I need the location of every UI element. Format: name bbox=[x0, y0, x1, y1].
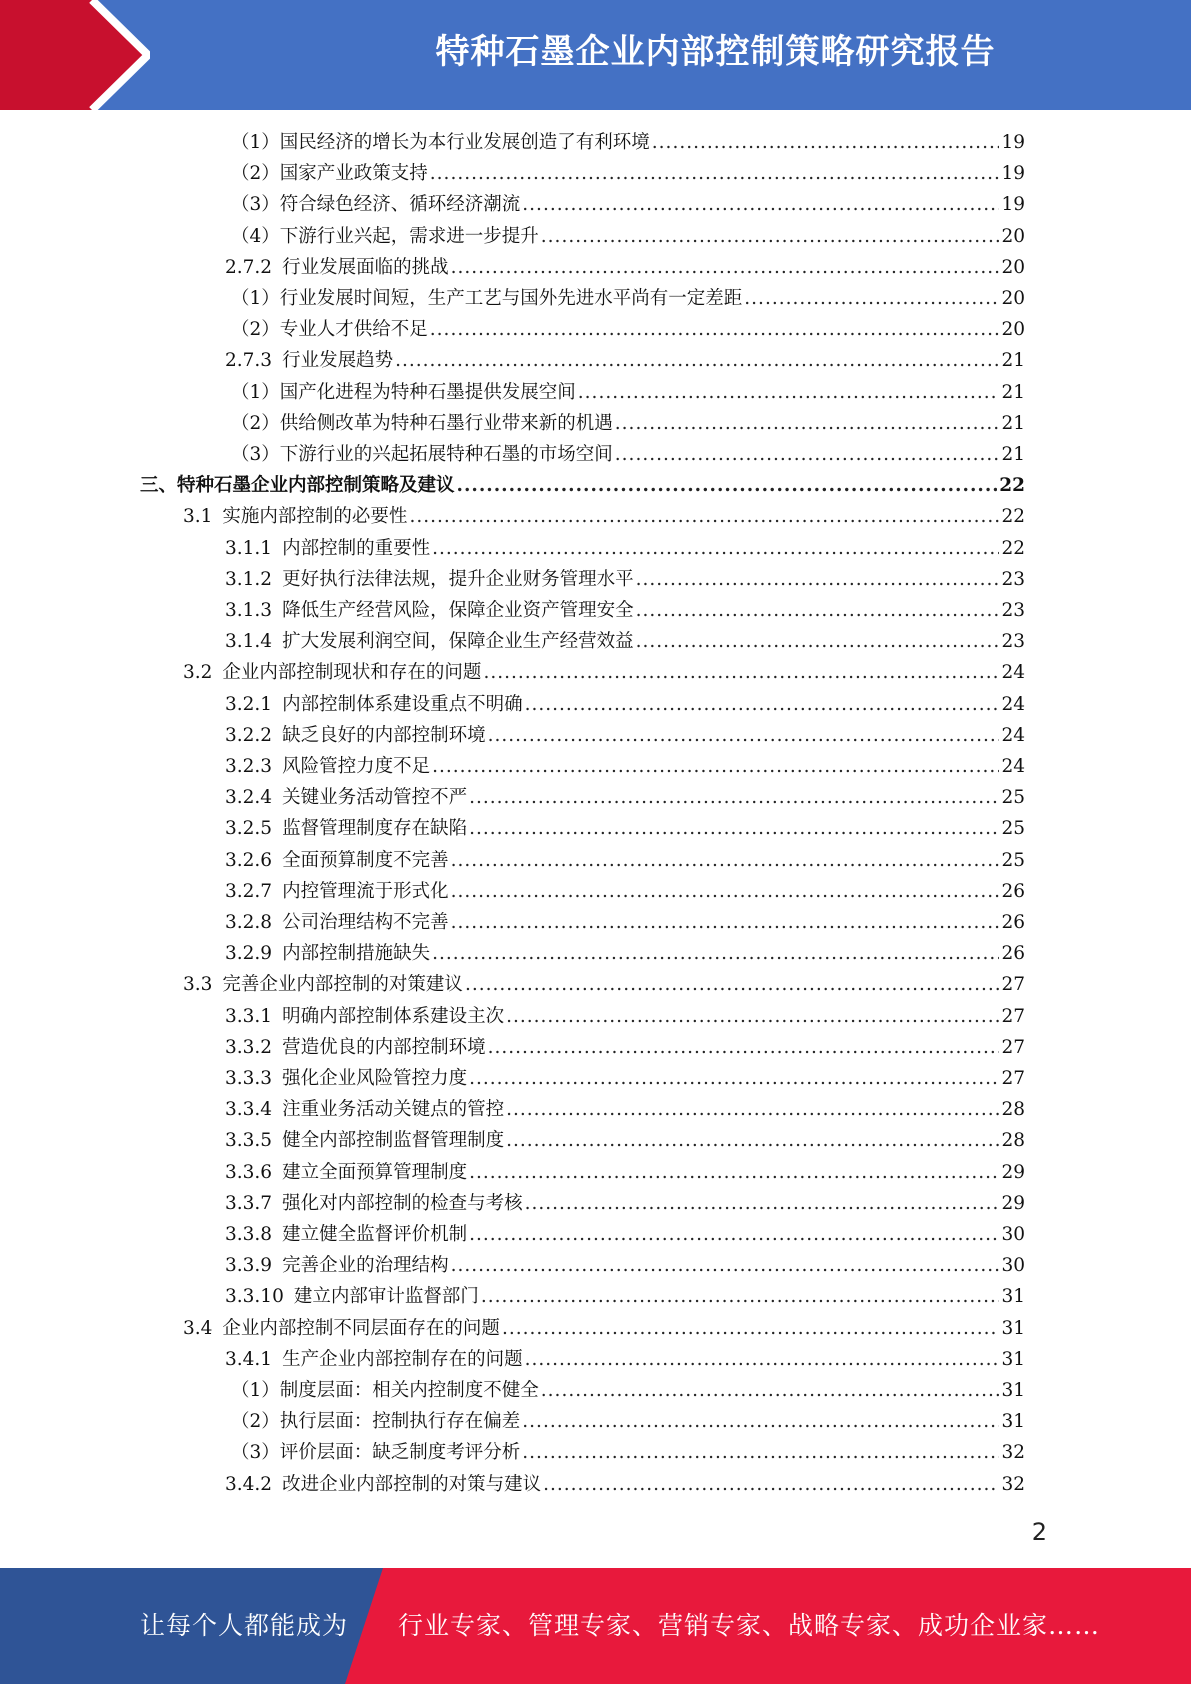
toc-entry-title: 强化对内部控制的检查与考核 bbox=[282, 1192, 523, 1214]
toc-dot-leader bbox=[744, 283, 999, 314]
toc-entry-number: （2） bbox=[231, 412, 280, 434]
toc-entry-page: 20 bbox=[1001, 256, 1025, 278]
toc-dot-leader bbox=[469, 1063, 999, 1094]
toc-entry[interactable] bbox=[183, 657, 1025, 688]
toc-dot-leader bbox=[615, 408, 1000, 439]
toc-entry[interactable] bbox=[225, 1219, 1025, 1250]
toc-entry-page: 27 bbox=[1001, 1005, 1025, 1027]
toc-entry-number: 3.2.8 bbox=[225, 912, 273, 933]
toc-dot-leader bbox=[525, 689, 1000, 720]
toc-entry[interactable] bbox=[225, 1469, 1025, 1500]
toc-entry-page: 19 bbox=[1001, 163, 1025, 185]
toc-entry-page: 24 bbox=[1001, 693, 1025, 715]
toc-entry-title: 国产化进程为特种石墨提供发展空间 bbox=[279, 381, 576, 403]
toc-entry-page: 22 bbox=[1001, 506, 1025, 528]
toc-entry[interactable] bbox=[225, 1032, 1025, 1063]
toc-entry-page: 24 bbox=[1001, 724, 1025, 746]
toc-entry-number: 3.1.4 bbox=[225, 631, 273, 653]
toc-entry-title: 国民经济的增长为本行业发展创造了有利环境 bbox=[279, 132, 650, 153]
toc-dot-leader bbox=[430, 158, 1000, 189]
toc-entry-page: 27 bbox=[1001, 974, 1025, 996]
toc-dot-leader bbox=[469, 1219, 999, 1250]
toc-entry-page: 25 bbox=[1001, 818, 1025, 840]
toc-entry-number: 3.2.6 bbox=[225, 849, 273, 871]
toc-entry[interactable] bbox=[231, 1406, 1025, 1437]
toc-dot-leader bbox=[409, 501, 999, 532]
toc-entry-page: 31 bbox=[1001, 1348, 1025, 1370]
toc-dot-leader bbox=[457, 470, 998, 501]
toc-entry-page: 32 bbox=[1001, 1442, 1025, 1464]
toc-entry-number: （3） bbox=[231, 1442, 280, 1464]
toc-entry-page: 27 bbox=[1001, 1036, 1025, 1058]
toc-entry-page: 29 bbox=[1001, 1192, 1025, 1214]
toc-entry-title: 行业发展趋势 bbox=[282, 350, 394, 372]
toc-entry-number: 3.1 bbox=[183, 506, 213, 528]
toc-entry-title: 监督管理制度存在缺陷 bbox=[282, 818, 468, 840]
toc-entry[interactable] bbox=[225, 1125, 1025, 1156]
toc-entry-title: 风险管控力度不足 bbox=[282, 756, 431, 777]
toc-entry-title: 公司治理结构不完善 bbox=[282, 912, 449, 933]
toc-entry-number: 3.4.1 bbox=[225, 1348, 273, 1370]
toc-entry-title: 改进企业内部控制的对策与建议 bbox=[282, 1473, 542, 1495]
toc-entry-title: 行业发展时间短，生产工艺与国外先进水平尚有一定差距 bbox=[279, 288, 743, 309]
toc-entry-number: 3.2.5 bbox=[225, 818, 273, 840]
toc-dot-leader bbox=[541, 221, 1000, 252]
toc-dot-leader bbox=[506, 1094, 999, 1125]
toc-dot-leader bbox=[469, 1157, 999, 1188]
toc-dot-leader bbox=[541, 1375, 1000, 1406]
toc-entry[interactable] bbox=[140, 470, 1025, 501]
toc-entry-title: 建立内部审计监督部门 bbox=[293, 1286, 479, 1308]
toc-entry-title: 内控管理流于形式化 bbox=[282, 880, 449, 902]
toc-entry[interactable] bbox=[225, 938, 1025, 969]
toc-entry-number: 3.3.7 bbox=[225, 1192, 273, 1214]
toc-entry[interactable] bbox=[225, 782, 1025, 813]
toc-entry-page: 31 bbox=[1001, 1317, 1025, 1339]
toc-entry-title: 内部控制的重要性 bbox=[282, 537, 431, 559]
toc-entry-number: 3.3.10 bbox=[225, 1286, 284, 1308]
toc-entry[interactable] bbox=[225, 689, 1025, 720]
toc-entry-title: 生产企业内部控制存在的问题 bbox=[282, 1348, 523, 1370]
toc-entry[interactable] bbox=[231, 1375, 1025, 1406]
toc-entry-page: 26 bbox=[1001, 880, 1025, 902]
toc-entry-page: 22 bbox=[999, 475, 1025, 497]
toc-dot-leader bbox=[430, 314, 1000, 345]
toc-entry[interactable] bbox=[225, 1157, 1025, 1188]
toc-entry-page: 29 bbox=[1001, 1161, 1025, 1183]
toc-entry[interactable] bbox=[231, 221, 1025, 252]
toc-entry-title: 更好执行法律法规，提升企业财务管理水平 bbox=[282, 568, 634, 590]
toc-entry-page: 21 bbox=[1001, 381, 1025, 403]
toc-dot-leader bbox=[506, 1001, 999, 1032]
toc-entry[interactable] bbox=[225, 1188, 1025, 1219]
toc-entry-number: 3.3.5 bbox=[225, 1130, 273, 1152]
toc-dot-leader bbox=[543, 1469, 999, 1500]
toc-entry-page: 23 bbox=[1001, 631, 1025, 653]
page-footer bbox=[0, 1568, 1191, 1684]
toc-dot-leader bbox=[522, 1406, 999, 1437]
report-title: 特种石墨企业内部控制策略研究报告 bbox=[435, 32, 996, 72]
toc-entry-page: 19 bbox=[1001, 194, 1025, 216]
toc-entry-title: 健全内部控制监督管理制度 bbox=[282, 1130, 505, 1152]
toc-dot-leader bbox=[502, 1313, 1000, 1344]
toc-entry[interactable] bbox=[225, 1250, 1025, 1281]
toc-entry-title: 全面预算制度不完善 bbox=[282, 849, 449, 871]
toc-entry[interactable] bbox=[225, 720, 1025, 751]
toc-entry[interactable] bbox=[183, 1313, 1025, 1344]
toc-entry[interactable] bbox=[225, 564, 1025, 595]
toc-entry-title: 扩大发展利润空间，保障企业生产经营效益 bbox=[282, 631, 634, 653]
toc-entry-page: 31 bbox=[1001, 1380, 1025, 1401]
header-arrow-decoration bbox=[0, 0, 150, 110]
toc-entry[interactable] bbox=[225, 626, 1025, 657]
toc-entry-number: （1） bbox=[231, 288, 280, 309]
toc-entry-title: 下游行业的兴起拓展特种石墨的市场空间 bbox=[279, 444, 613, 465]
toc-entry-number: 3.4.2 bbox=[225, 1473, 273, 1495]
footer-slogan-left: 让每个人都能成为 bbox=[140, 1611, 349, 1640]
toc-entry-page: 20 bbox=[1001, 225, 1025, 247]
toc-entry-page: 31 bbox=[1001, 1286, 1025, 1308]
toc-entry-number: 3.2 bbox=[183, 662, 213, 684]
toc-dot-leader bbox=[652, 127, 1000, 158]
toc-entry[interactable] bbox=[231, 127, 1025, 158]
toc-entry-title: 企业内部控制现状和存在的问题 bbox=[222, 662, 482, 684]
toc-entry-number: （2） bbox=[231, 1411, 280, 1433]
toc-dot-leader bbox=[522, 189, 999, 220]
toc-entry-number: （1） bbox=[231, 132, 280, 153]
toc-entry[interactable] bbox=[183, 969, 1025, 1000]
toc-dot-leader bbox=[483, 657, 999, 688]
toc-entry-number: 3.1.3 bbox=[225, 600, 273, 621]
toc-entry-title: 注重业务活动关键点的管控 bbox=[282, 1099, 505, 1121]
toc-entry-page: 21 bbox=[1001, 444, 1025, 465]
toc-dot-leader bbox=[432, 533, 999, 564]
toc-dot-leader bbox=[488, 720, 1000, 751]
toc-entry-title: 明确内部控制体系建设主次 bbox=[282, 1005, 505, 1027]
toc-dot-leader bbox=[636, 564, 1000, 595]
toc-entry-page: 24 bbox=[1001, 662, 1025, 684]
toc-entry[interactable] bbox=[231, 439, 1025, 470]
toc-entry-number: 3.3.3 bbox=[225, 1068, 273, 1089]
toc-dot-leader bbox=[615, 439, 1000, 470]
toc-entry-title: 专业人才供给不足 bbox=[279, 319, 428, 341]
toc-entry-title: 降低生产经营风险，保障企业资产管理安全 bbox=[282, 600, 634, 621]
toc-entry[interactable] bbox=[231, 158, 1025, 189]
toc-entry-number: 3.2.7 bbox=[225, 880, 273, 902]
toc-entry[interactable] bbox=[225, 1281, 1025, 1312]
toc-entry-page: 21 bbox=[1001, 350, 1025, 372]
toc-entry-number: （2） bbox=[231, 319, 280, 341]
toc-dot-leader bbox=[451, 907, 1000, 938]
toc-entry-title: 国家产业政策支持 bbox=[279, 163, 428, 185]
toc-dot-leader bbox=[506, 1125, 999, 1156]
toc-entry-title: 建立全面预算管理制度 bbox=[282, 1161, 468, 1183]
toc-entry-page: 21 bbox=[1001, 412, 1025, 434]
toc-entry-number: 3.2.2 bbox=[225, 724, 273, 746]
toc-entry-number: （3） bbox=[231, 194, 280, 216]
toc-dot-leader bbox=[451, 252, 1000, 283]
toc-entry-number: 3.3.1 bbox=[225, 1005, 273, 1027]
toc-entry-title: 建立健全监督评价机制 bbox=[282, 1224, 468, 1245]
toc-entry-title: 下游行业兴起，需求进一步提升 bbox=[279, 225, 539, 247]
toc-entry-page: 23 bbox=[1001, 600, 1025, 621]
toc-entry[interactable] bbox=[231, 314, 1025, 345]
toc-entry-page: 27 bbox=[1001, 1068, 1025, 1089]
toc-entry[interactable] bbox=[231, 408, 1025, 439]
toc-entry[interactable] bbox=[225, 876, 1025, 907]
toc-entry-page: 25 bbox=[1001, 849, 1025, 871]
toc-entry-page: 25 bbox=[1001, 787, 1025, 809]
toc-dot-leader bbox=[395, 345, 999, 376]
toc-entry-number: 3.3 bbox=[183, 974, 213, 996]
toc-dot-leader bbox=[465, 969, 1000, 1000]
toc-entry-page: 31 bbox=[1001, 1411, 1025, 1433]
toc-entry[interactable] bbox=[225, 595, 1025, 626]
toc-dot-leader bbox=[481, 1281, 1000, 1312]
toc-dot-leader bbox=[451, 876, 1000, 907]
toc-entry-number: 3.4 bbox=[183, 1317, 213, 1339]
toc-entry-title: 完善企业内部控制的对策建议 bbox=[222, 974, 463, 996]
toc-entry-page: 19 bbox=[1001, 132, 1025, 153]
toc-entry-page: 20 bbox=[1001, 319, 1025, 341]
toc-dot-leader bbox=[525, 1188, 1000, 1219]
toc-entry-title: 内部控制措施缺失 bbox=[282, 943, 431, 965]
toc-entry-number: 3.2.1 bbox=[225, 693, 273, 715]
toc-entry-page: 26 bbox=[1001, 912, 1025, 933]
toc-entry-number: （2） bbox=[231, 163, 280, 185]
toc-entry[interactable] bbox=[225, 1094, 1025, 1125]
toc-entry-title: 实施内部控制的必要性 bbox=[222, 506, 408, 528]
toc-entry-title: 制度层面：相关内控制度不健全 bbox=[279, 1380, 539, 1401]
toc-entry-page: 28 bbox=[1001, 1130, 1025, 1152]
toc-entry-title: 特种石墨企业内部控制策略及建议 bbox=[177, 475, 455, 497]
toc-entry-number: 3.2.9 bbox=[225, 943, 273, 965]
toc-entry-page: 20 bbox=[1001, 288, 1025, 309]
toc-entry[interactable] bbox=[231, 1437, 1025, 1468]
toc-entry-page: 30 bbox=[1001, 1255, 1025, 1277]
toc-entry-page: 32 bbox=[1001, 1473, 1025, 1495]
toc-entry-title: 评价层面：缺乏制度考评分析 bbox=[279, 1442, 521, 1464]
toc-entry-number: 三、 bbox=[140, 475, 178, 497]
toc-entry-page: 22 bbox=[1001, 537, 1025, 559]
toc-entry-number: 3.3.8 bbox=[225, 1224, 273, 1245]
toc-entry[interactable] bbox=[225, 533, 1025, 564]
toc-entry-number: （3） bbox=[231, 444, 280, 465]
toc-entry-title: 营造优良的内部控制环境 bbox=[282, 1036, 486, 1058]
toc-entry-title: 强化企业风险管控力度 bbox=[282, 1068, 468, 1089]
toc-entry-page: 23 bbox=[1001, 568, 1025, 590]
toc-entry-title: 供给侧改革为特种石墨行业带来新的机遇 bbox=[279, 412, 613, 434]
footer-slogan-right: 行业专家、管理专家、营销专家、战略专家、成功企业家…… bbox=[398, 1611, 1101, 1640]
toc-entry-page: 24 bbox=[1001, 756, 1025, 777]
toc-entry-title: 行业发展面临的挑战 bbox=[282, 256, 449, 278]
toc-dot-leader bbox=[469, 813, 999, 844]
toc-entry-number: （1） bbox=[231, 381, 280, 403]
toc-entry[interactable] bbox=[225, 813, 1025, 844]
toc-entry-page: 30 bbox=[1001, 1224, 1025, 1245]
toc-entry-title: 关键业务活动管控不严 bbox=[282, 787, 468, 809]
toc-entry-number: 2.7.2 bbox=[225, 256, 273, 278]
toc-entry-number: 3.2.4 bbox=[225, 787, 273, 809]
toc-entry-number: 3.3.4 bbox=[225, 1099, 273, 1121]
toc-entry-number: 3.1.2 bbox=[225, 568, 273, 590]
toc-entry-page: 28 bbox=[1001, 1099, 1025, 1121]
toc-entry[interactable] bbox=[225, 845, 1025, 876]
toc-entry[interactable] bbox=[231, 283, 1025, 314]
toc-entry-number: 3.1.1 bbox=[225, 537, 273, 559]
toc-entry[interactable] bbox=[225, 1063, 1025, 1094]
toc-entry[interactable] bbox=[225, 345, 1025, 376]
toc-entry-number: 3.2.3 bbox=[225, 756, 273, 777]
toc-entry[interactable] bbox=[231, 189, 1025, 220]
toc-entry-page: 26 bbox=[1001, 943, 1025, 965]
toc-entry-number: （4） bbox=[231, 225, 280, 247]
toc-entry[interactable] bbox=[225, 907, 1025, 938]
toc-entry-number: （1） bbox=[231, 1380, 280, 1401]
toc-dot-leader bbox=[432, 938, 999, 969]
toc-dot-leader bbox=[636, 595, 1000, 626]
toc-entry[interactable] bbox=[225, 751, 1025, 782]
toc-entry-title: 缺乏良好的内部控制环境 bbox=[282, 724, 486, 746]
toc-dot-leader bbox=[488, 1032, 1000, 1063]
toc-dot-leader bbox=[451, 845, 1000, 876]
toc-entry-title: 执行层面：控制执行存在偏差 bbox=[279, 1411, 521, 1433]
toc-entry-title: 内部控制体系建设重点不明确 bbox=[282, 693, 523, 715]
toc-entry-title: 企业内部控制不同层面存在的问题 bbox=[222, 1317, 500, 1339]
toc-entry[interactable] bbox=[225, 252, 1025, 283]
toc-entry[interactable] bbox=[231, 377, 1025, 408]
toc-entry[interactable] bbox=[225, 1001, 1025, 1032]
toc-dot-leader bbox=[451, 1250, 1000, 1281]
toc-dot-leader bbox=[522, 1437, 999, 1468]
toc-entry[interactable] bbox=[183, 501, 1025, 532]
toc-entry-number: 3.3.2 bbox=[225, 1036, 273, 1058]
toc-entry-title: 符合绿色经济、循环经济潮流 bbox=[279, 194, 521, 216]
toc-dot-leader bbox=[432, 751, 999, 782]
toc-entry[interactable] bbox=[225, 1344, 1025, 1375]
page-number: 2 bbox=[1031, 1518, 1047, 1546]
toc-dot-leader bbox=[469, 782, 999, 813]
toc-entry-title: 完善企业的治理结构 bbox=[282, 1255, 449, 1277]
toc-entry-number: 2.7.3 bbox=[225, 350, 273, 372]
toc-entry-number: 3.3.6 bbox=[225, 1161, 273, 1183]
page-header bbox=[0, 0, 1191, 110]
toc-entry-number: 3.3.9 bbox=[225, 1255, 273, 1277]
toc-dot-leader bbox=[525, 1344, 1000, 1375]
toc-dot-leader bbox=[636, 626, 1000, 657]
toc-dot-leader bbox=[578, 377, 1000, 408]
